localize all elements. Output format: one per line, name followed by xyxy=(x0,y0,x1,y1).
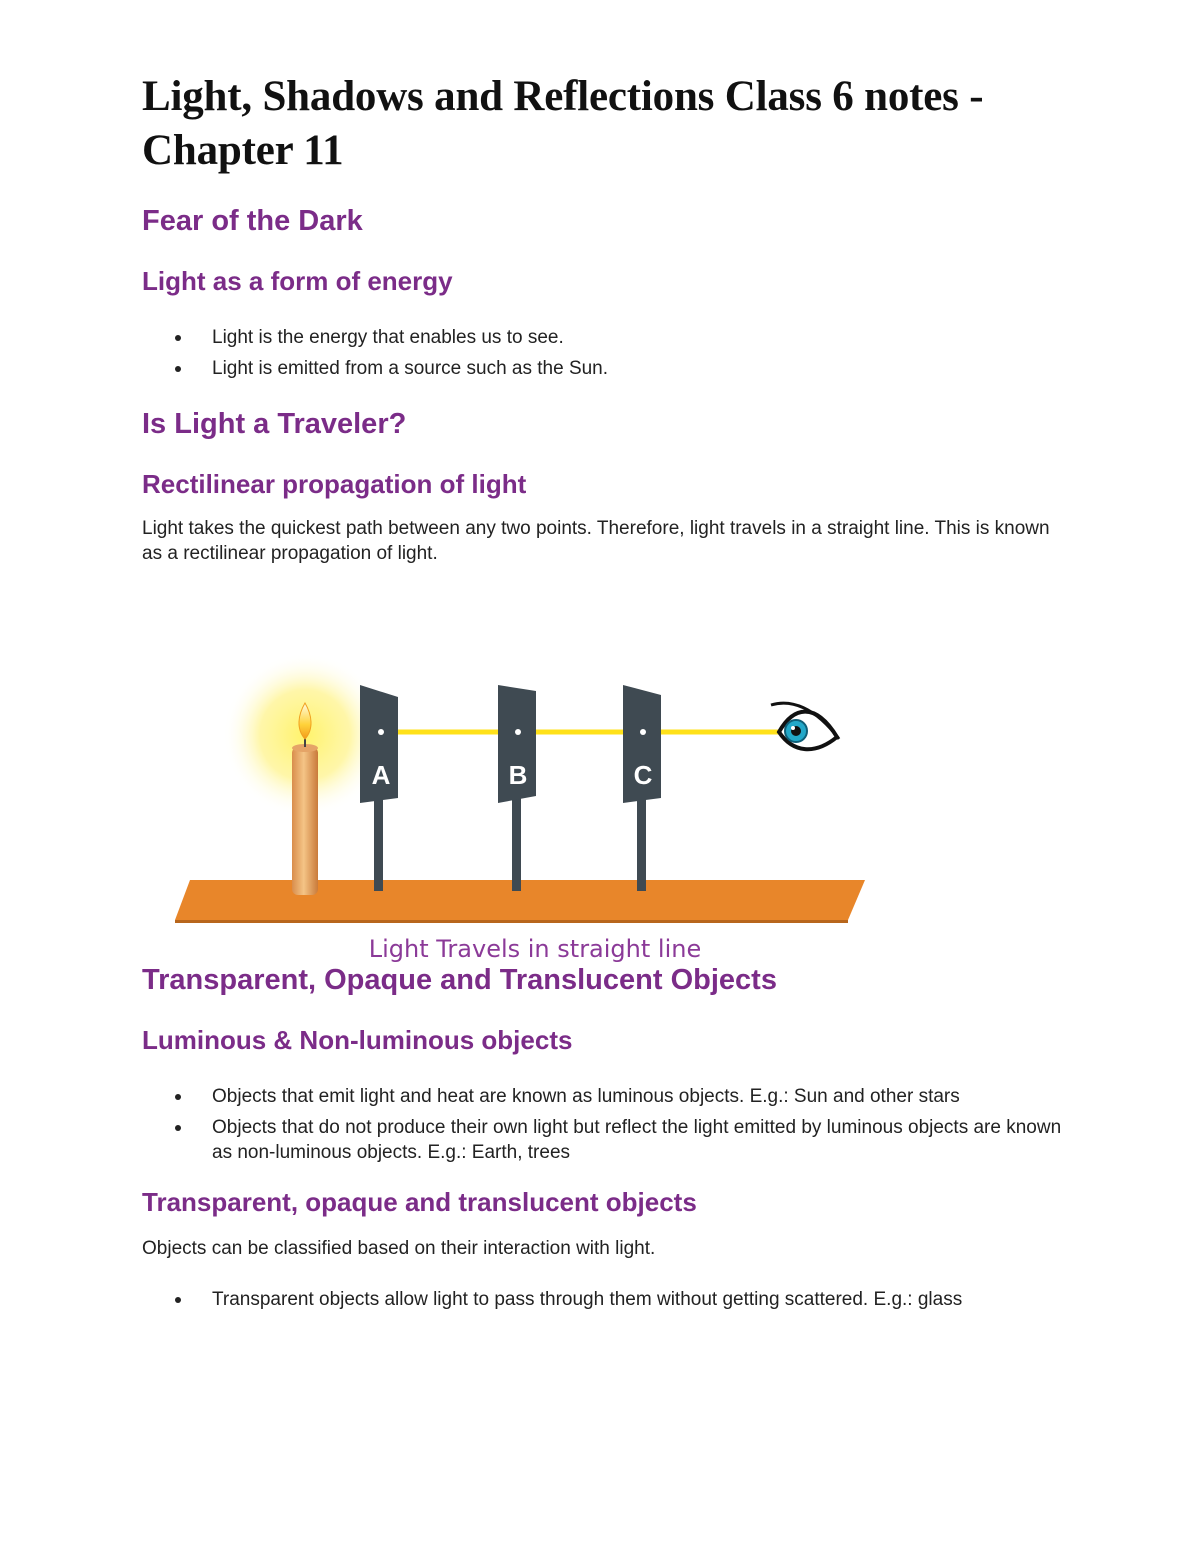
figure-caption: Light Travels in straight line xyxy=(368,935,702,963)
list-item: Objects that emit light and heat are known as luminous objects. E.g.: Sun and other stars xyxy=(212,1084,1062,1109)
eye-icon xyxy=(771,703,839,749)
screen-label-b: B xyxy=(508,760,528,790)
heading-is-light-a-traveler: Is Light a Traveler? xyxy=(142,408,407,440)
list-item: Transparent objects allow light to pass through them without getting scattered. E.g.: glass xyxy=(212,1287,1062,1312)
light-energy-list xyxy=(142,325,1062,381)
list-item: Objects that do not produce their own light but reflect the light emitted by luminous objects are known as non-luminous objects. E.g.: Earth, trees xyxy=(212,1117,1062,1163)
list-item: Light is the energy that enables us to see. xyxy=(212,325,1062,350)
screen-label-c: C xyxy=(633,760,653,790)
rectilinear-light-figure xyxy=(165,655,875,975)
heading-luminous-objects: Luminous & Non-luminous objects xyxy=(142,1025,573,1055)
classification-paragraph: Objects can be classified based on their interaction with light. xyxy=(142,1238,656,1259)
list-item: Light is emitted from a source such as the Sun. xyxy=(212,356,1062,381)
heading-fear-of-the-dark: Fear of the Dark xyxy=(142,205,363,237)
classification-list xyxy=(142,1287,1062,1312)
heading-object-classification: Transparent, opaque and translucent objects xyxy=(142,1187,697,1217)
heading-light-energy: Light as a form of energy xyxy=(142,266,453,296)
luminous-list xyxy=(142,1084,1062,1165)
heading-rectilinear-propagation: Rectilinear propagation of light xyxy=(142,469,527,499)
figure-illustration xyxy=(165,655,875,975)
heading-transparent-opaque-translucent: Transparent, Opaque and Translucent Objects xyxy=(142,964,777,996)
page-title: Light, Shadows and Reflections Class 6 notes - Chapter 11 xyxy=(142,73,984,174)
rectilinear-paragraph: Light takes the quickest path between any two points. Therefore, light travels in a straight line. This is known as a rectilinear propagation of light. xyxy=(142,518,1050,564)
screen-label-a: A xyxy=(371,760,391,790)
